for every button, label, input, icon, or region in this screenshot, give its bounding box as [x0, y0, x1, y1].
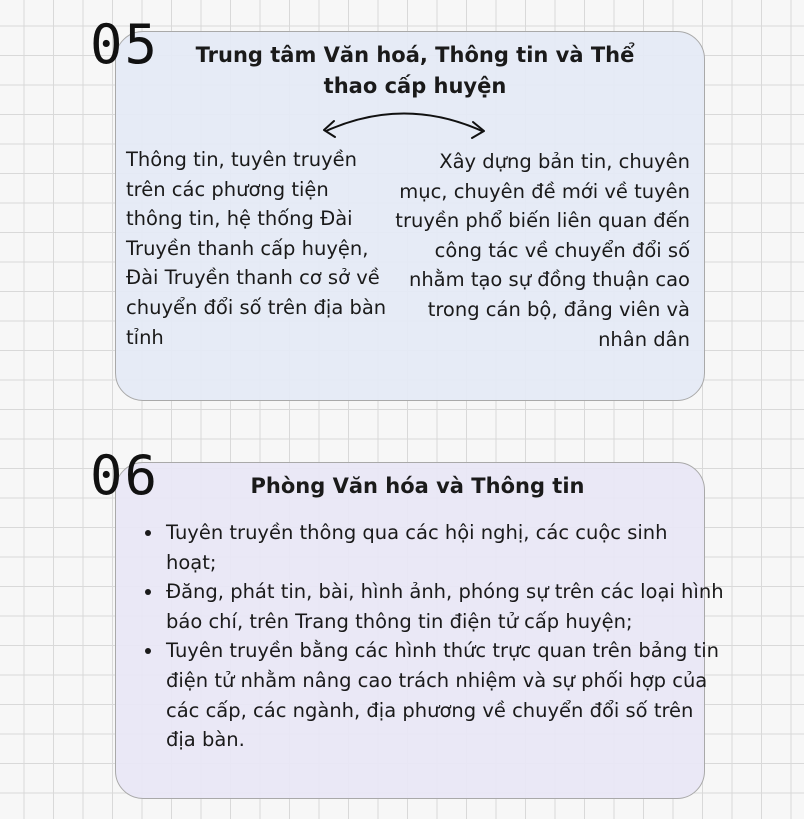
section-05-number: 05: [90, 13, 160, 76]
section-06-list: [136, 518, 724, 755]
section-06-title: Phòng Văn hóa và Thông tin: [250, 474, 585, 498]
section-06-number: 06: [90, 444, 160, 507]
list-item: • Đăng, phát tin, bài, hình ảnh, phóng sự trên các loại hình báo chí, trên Trang thông tin điện tử cấp huyện;: [164, 577, 724, 636]
section-05-right-text: Xây dựng bản tin, chuyên mục, chuyên đề mới về tuyên truyền phổ biến liên quan đến công tác về chuyển đổi số nhằm tạo sự đồng thuận cao trong cán bộ, đảng viên và nhân dân: [395, 150, 690, 351]
split-arrow-icon: [318, 104, 490, 144]
section-05-left-text: Thông tin, tuyên truyền trên các phương tiện thông tin, hệ thống Đài Truyền thanh cấp huyện, Đài Truyền thanh cơ sở về chuyển đổi số trên địa bàn tỉnh: [126, 148, 387, 349]
list-item: • Tuyên truyền thông qua các hội nghị, các cuộc sinh hoạt;: [164, 518, 724, 577]
section-05-title: Trung tâm Văn hoá, Thông tin và Thể thao cấp huyện: [195, 43, 635, 98]
list-item: • Tuyên truyền bằng các hình thức trực quan trên bảng tin điện tử nhằm nâng cao trách nhiệm và sự phối hợp của các cấp, các ngành, địa phương về chuyển đổi số trên địa bàn.: [164, 636, 724, 754]
